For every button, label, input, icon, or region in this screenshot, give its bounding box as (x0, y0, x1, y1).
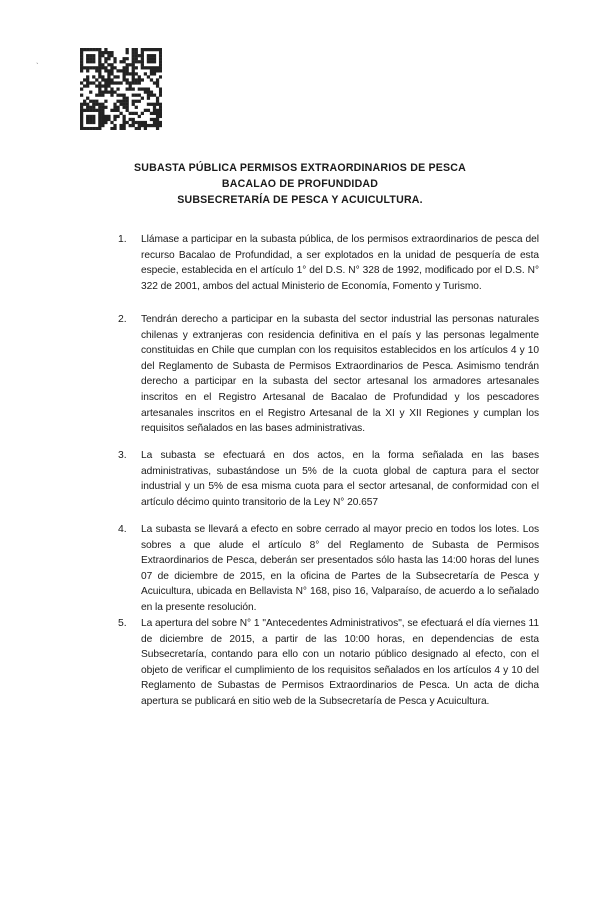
clause-text: La subasta se llevará a efecto en sobre cerrado al mayor precio en todos los lotes. Los sobres a que alude el artículo 8° del Reglamento de Subasta de Permisos Extraordinarios de Pesca, deberán ser presentados sólo hasta las 14:00 horas del lunes 07 de diciembre de 2015, en la oficina de Partes de la Subsecretaría de Pesca y Acuicultura, ubicada en Bellavista N° 168, piso 16, Valparaíso, de acuerdo a lo señalado en la presente resolución. (141, 524, 539, 613)
header-subtitle: BACALAO DE PROFUNDIDAD (221, 178, 379, 190)
clause-text: Tendrán derecho a participar en la subasta del sector industrial las personas naturales chilenas y extranjeras con residencia definitiva en el país y las personas legalmente constituidas en Chile que cumplan con los requisitos establecidos en los artículos 4 y 10 del Reglamento de Subasta de Permisos Extraordinarios de Pesca. Asimismo tendrán derecho a participar en la subasta del sector artesanal los armadores artesanales inscritos en el Registro Artesanal de Bacalao de Profundidad y los pescadores artesanales inscritos en el Registro Artesanal de la XI y XII Regiones y cumplan los requisitos señalados en las bases administrativas. (141, 314, 539, 435)
clause-number: 4. (118, 524, 127, 535)
header-title: SUBASTA PÚBLICA PERMISOS EXTRAORDINARIOS DE PESCA (134, 162, 466, 174)
clause-text: La apertura del sobre N° 1 "Antecedentes Administrativos", se efectuará el día viernes 11 de diciembre de 2015, a partir de las 10:00 horas, en dependencias de esta Subsecretaría, contando para ello con un notario público designado al efecto, con el objeto de verificar el cumplimiento de los requisitos señalados en los artículos 4 y 10 del Reglamento de Subastas de Permisos Extraordinarios de Pesca. Un acta de dicha apertura se publicará en sitio web de la Subsecretaría de Pesca y Acuicultura. (141, 618, 539, 707)
qr-code (80, 48, 162, 130)
clause-text: La subasta se efectuará en dos actos, en la forma señalada en las bases administrativas, subastándose un 5% de la cuota global de captura para el sector industrial y un 5% de esa misma cuota para el sector artesanal, de conformidad con el artículo décimo quinto transitorio de la Ley N° 20.657 (141, 450, 539, 508)
clause-text: Llámase a participar en la subasta pública, de los permisos extraordinarios de pesca del recurso Bacalao de Profundidad, a ser explotados en la unidad de pesquería de esta especie, establecida en el artículo 1° del D.S. N° 328 de 1992, modificado por el D.S. N° 322 de 2001, ambos del actual Ministerio de Economía, Fomento y Turismo. (141, 234, 539, 292)
clause-number: 5. (118, 618, 127, 629)
document-header (0, 160, 600, 208)
clause-number: 2. (118, 314, 127, 325)
scan-speck: ` (36, 62, 39, 71)
header-issuer: SUBSECRETARÍA DE PESCA Y ACUICULTURA. (177, 194, 423, 206)
clause-number: 1. (118, 234, 127, 245)
clause-number: 3. (118, 450, 127, 461)
